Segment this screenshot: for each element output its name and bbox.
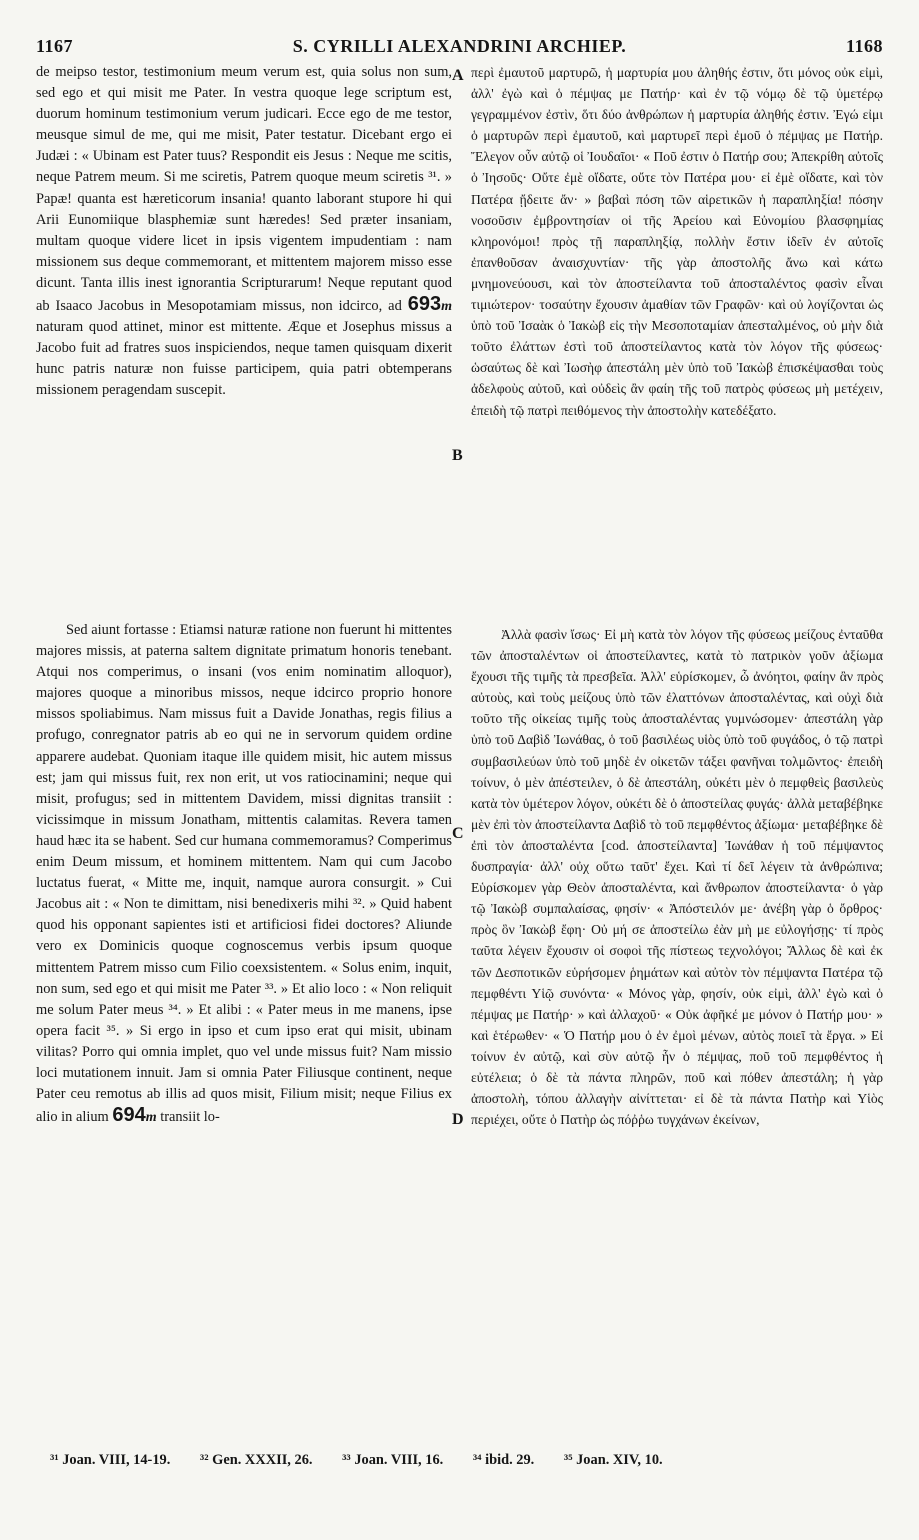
latin-paragraph	[36, 62, 452, 402]
running-title: S. CYRILLI ALEXANDRINI ARCHIEP.	[292, 36, 627, 56]
greek-paragraph: περὶ ἐμαυτοῦ μαρτυρῶ, ἡ μαρτυρία μου ἀληθής ἐστιν, ὅτι μόνος οὐκ εἰμὶ, ἀλλ' ἐγὼ καὶ ὁ πέμψας με Πατήρ· καὶ ἐν τῷ νόμῳ δὲ τῷ ὑμετέρῳ γεγραμμένον ἐστὶν, ὅτι δύο ἀνθρώπων ἡ μαρτυρία ἀληθής ἐστιν. Ἐγώ εἰμι ὁ μαρτυρῶν περὶ ἐμαυτοῦ, καὶ μαρτυρεῖ περὶ ἐμοῦ ὁ πέμψας με Πατήρ. Ἔλεγον οὖν αὐτῷ οἱ Ἰουδαῖοι· « Ποῦ ἐστιν ὁ Πατήρ σου; Ἀπεκρίθη αὐτοῖς ὁ Ἰησοῦς· Οὔτε ἐμὲ οἴδατε, οὔτε τὸν Πατέρα μου· εἰ ἐμὲ οἴδατε, καὶ τὸν Πατέρα ᾔδειτε ἄν· » βαβαὶ πόση τῶν αἱρετικῶν ἡ παραπληξία! πόσην νοσοῦσιν ἐμβροντησίαν οἱ τῆς Ἀρείου καὶ Εὐνομίου βλασφημίας κληρονόμοι! πρὸς τῇ παραπληξίᾳ, πολλὴν ἔστιν ἰδεῖν ἐν αὐτοῖς ἐπανθοῦσαν ἀναισχυντίαν· τῆς γὰρ ἀποστολῆς ἄνω καὶ κάτω μνημονεύουσι, καὶ τὸν ἀποστείλαντα τοῦ ἀποσταλέντος φασὶν εἶναι τιμιώτερον· τοσαύτην ἔχουσιν ἀμαθίαν τῶν Γραφῶν· καὶ οὐ λογίζονται ὡς ὑπὸ τοῦ Ἰσαὰκ ὁ Ἰακὼβ εἰς τὴν Μεσοποταμίαν ἀπεσταλμένος, οὐ μὴν διὰ τοῦτο ἐλάττων ἐστὶ τοῦ ἀποστείλαντος κατὰ τὸν λόγον τῆς φύσεως· ὡσαύτως δὲ καὶ Ἰωσὴφ ἀπεστάλη μὲν ὑπὸ τοῦ Ἰακὼβ ἐπισκέψασθαι τοὺς ἀδελφοὺς αὐτοῦ, καὶ οὐδεὶς ἂν φαίη τῆς τοῦ πατρὸς φύσεως μὴ μετέχειν, ἐπειδὴ τῷ πατρὶ πειθόμενος τὴν ἀποστολὴν κατεδέξατο.	[471, 65, 883, 418]
margin-letter-a: A	[452, 67, 464, 84]
footnote: ³¹ Joan. VIII, 14-19.	[50, 1452, 171, 1468]
margin-letter-b: B	[452, 447, 463, 464]
latin-text-continued: naturam quod attinet, minor est mittente. Æque et Josephus missus a Jacobo fuit ad fratres suos inspiciendos, neque tamen quisquam dixerit hunc patris naturæ non fuisse participem, quia patri obtemperans missionem peragendam suscepit.	[36, 319, 452, 399]
column-marker-694: 694m	[112, 1104, 157, 1127]
margin-letter-c: C	[452, 825, 464, 842]
right-page-number: 1168	[845, 36, 883, 56]
latin-paragraph-2	[36, 620, 452, 1128]
footnote: ³² Gen. XXXII, 26.	[199, 1452, 313, 1468]
latin-text-2: Sed aiunt fortasse : Etiamsi naturæ ratione non fuerunt hi mittentes majores missis, at paterna saltem dignitate primatum honoris tenebant. Atqui nos comperimus, o insani (vos enim nominatim alloquor), majores quoque a minoribus missos, neque idcirco proprio honore missos spoliabimus. Nam missus fuit a Davide Jonathas, regis filius a profugo, conregnator patris ab eo qui ne in servorum quidem ordine apparere audebat. Quoniam itaque ille quidem misit, hic autem missus est; jam qui missus fuit, rex non erit, ut vos ratiocinamini; neque qui misit, profugus; sed in mittentem Davidem, missi dignitas transiit : vicissimque in missum Jonatham, mittentis calamitas. Revera tamen haud hæc ita se habent. Sed cur humana commemoramus? Comperimus enim Deum missum, et hominem mittentem. Nam qui cum Jacobo luctatus fuerat, « Mitte me, inquit, namque aurora consurgit. » Cui Jacobus ait : « Non te dimittam, nisi benedixeris mihi ³². » Quid habent quod his opponant sapientes isti et artificiosi fidei doctores? Aliunde vero ex Dominicis quoque cognoscemus verbis ipsum quoque mittentem Patrem misso cum Filio coexsistentem. « Solus enim, inquit, non sum, sed ego et qui misit me Pater ³³. » Et alio loco : « Non reliquit me solum Pater meus ³⁴. » Et alibi : « Pater meus in me manens, ipse opera facit ³⁵. » Si ergo in ipso et cum ipso erat qui misit, ubinam vilitas? Porro qui omnia implet, quo vel unde missus fuit? Nam missio loci mutationem innuit. Jam si omnia Pater Filiusque continent, neque Pater ceu remotus ab illis ad quos misit, Filium misit; neque Filius ex alio in alium	[36, 622, 452, 1126]
footnotes	[50, 1452, 879, 1469]
greek-column-upper	[471, 62, 883, 612]
column-marker-693: 693m	[407, 293, 452, 316]
latin-column-upper	[36, 62, 452, 582]
greek-column-lower	[471, 624, 883, 1436]
latin-text-2-end: transiit lo-	[160, 1109, 220, 1126]
footnote: ³³ Joan. VIII, 16.	[342, 1452, 444, 1468]
margin-letter-d: D	[452, 1111, 464, 1128]
latin-column-lower	[36, 620, 452, 1435]
footnote: ³⁴ ibid. 29.	[472, 1452, 535, 1468]
greek-paragraph-2: Ἀλλὰ φασὶν ἴσως· Εἰ μὴ κατὰ τὸν λόγον τῆς φύσεως μείζους ἐνταῦθα τῶν ἀποσταλέντων οἱ ἀποστείλαντες, κατὰ τὸ πατρικὸν γοῦν ἀξίωμα ἔχουσι τῆς τιμῆς τὰ πρεσβεῖα. Ἀλλ' εὑρίσκομεν, ὦ ἀνόητοι, φαίην ἂν πρὸς αὐτοὺς, καὶ τοὺς μείζους ὑπὸ τῶν ἐλαττόνων ἀποσταλέντας, καὶ οὐχὶ διὰ τοῦτο τῆς οἰκείας τιμῆς τοὺς ἀποσταλέντας γυμνώσομεν· ἀπεστάλη γὰρ ὑπὸ τοῦ Δαβὶδ Ἰωνάθας, ὁ τοῦ βασιλέως υἱὸς ὑπὸ τοῦ φυγάδος, ὁ τῷ πατρὶ συμβασιλεύων ὑπὸ τοῦ μηδὲ ἐν οἰκετῶν τάξει φανῆναι τολμῶντος· ἐπειδὴ τοίνυν, ὁ μὲν ἀπέστειλεν, ὁ δὲ ἀπεστάλη, οὐκέτι μὲν ὁ πεμφθεὶς βασιλεὺς κατὰ τὸν ὑμέτερον λόγον, οὐκέτι δὲ ὁ ἀποστείλας φυγάς· ἀλλὰ μεταβέβηκε μὲν ἐπὶ τὸν ἀποστείλαντα Δαβὶδ τὸ τοῦ πεμφθέντος ἀξίωμα· μεταβέβηκε δὲ ἐπὶ τὸν ἀποσταλέντα [cod. ἀποστείλαντα] Ἰωνάθαν ἡ τοῦ πέμψαντος δυσπραγία· ἀλλ' οὐχ οὕτω ταῦτ' ἔχει. Καὶ τί δεῖ λέγειν τὰ ἀνθρώπινα; Εὑρίσκομεν γὰρ Θεὸν ἀποσταλέντα, καὶ ἄνθρωπον ἀποστείλαντα· ὁ γὰρ τῷ Ἰακὼβ συμπαλαίσας, φησίν· « Ἀπόστειλόν με· ἀνέβη γὰρ ὁ ὄρθρος· πρὸς ὃν Ἰακὼβ ἔφη· Οὐ μή σε ἀποστείλω ἐὰν μὴ με εὐλογήσῃς· τί πρὸς ταῦτα λέγειν ἔχουσιν οἱ σοφοὶ τῆς πίστεως τεχνολόγοι; Ἄλλως δὲ καὶ ἐκ τῶν Δεσποτικῶν εὑρήσομεν ῥημάτων καὶ αὐτὸν τὸν πέμψαντα Πατέρα τῷ πεμφθέντι Υἱῷ συνόντα· « Μόνος γὰρ, φησίν, οὐκ εἰμὶ, ἀλλ' ἐγὼ καὶ ὁ πέμψας με Πατήρ· » καὶ ἀλλαχοῦ· « Οὐκ ἀφῆκέ με μόνον ὁ Πατήρ μου· » καὶ ἑτέρωθεν· « Ὁ Πατήρ μου ὁ ἐν ἐμοὶ μένων, αὐτὸς ποιεῖ τὰ ἔργα. » Εἰ τοίνυν ἐν αὐτῷ, καὶ σὺν αὐτῷ ἦν ὁ πέμψας, ποῦ τοῦ πεμφθέντος ἡ εὐτέλεια; ὁ δὲ τὰ πάντα πληρῶν, ποῦ καὶ πόθεν ἀπεστάλη; ἡ γὰρ ἀποστολὴ, τόπου ἀλλαγὴν αἰνίττεται· εἰ δὲ τὰ πάντα Πατὴρ καὶ Υἱὸς περιέχει, οὔτε ὁ Πατὴρ ὡς πόῤῥω τυγχάνων ἐκείνων,	[471, 627, 883, 1128]
left-page-number: 1167	[36, 36, 74, 56]
running-header	[36, 36, 883, 58]
footnote: ³⁵ Joan. XIV, 10.	[563, 1452, 663, 1468]
latin-text: de meipso testor, testimonium meum verum est, quia solus non sum, sed ego et qui misit me Pater. In vestra quoque lege scriptum est, duorum hominum testimonium verum judicari. Ecce ego de me testor, meusque simul de me, qui me misit, Pater testatur. Dicebant ergo ei Judæi : « Ubinam est Pater tuus? Respondit eis Jesus : Neque me scitis, neque Patrem meum. Si me sciretis, Patrem quoque meum sciretis ³¹. » Papæ! quanta est hæreticorum insania! quanto laborant stupore hi qui Arii Eunomiique blasphemiæ sunt hæredes! Sed præter insaniam, multam quoque videre licet in ipsis vigentem impudentiam : nam missionem sus deque commemorant, et mittentem majorem misso esse dicunt. Tanta illis inest ignorantia Scripturarum! Neque reputant quod ab Isaaco Jacobus in Mesopotamiam missus, non idcirco, ad	[36, 64, 452, 315]
